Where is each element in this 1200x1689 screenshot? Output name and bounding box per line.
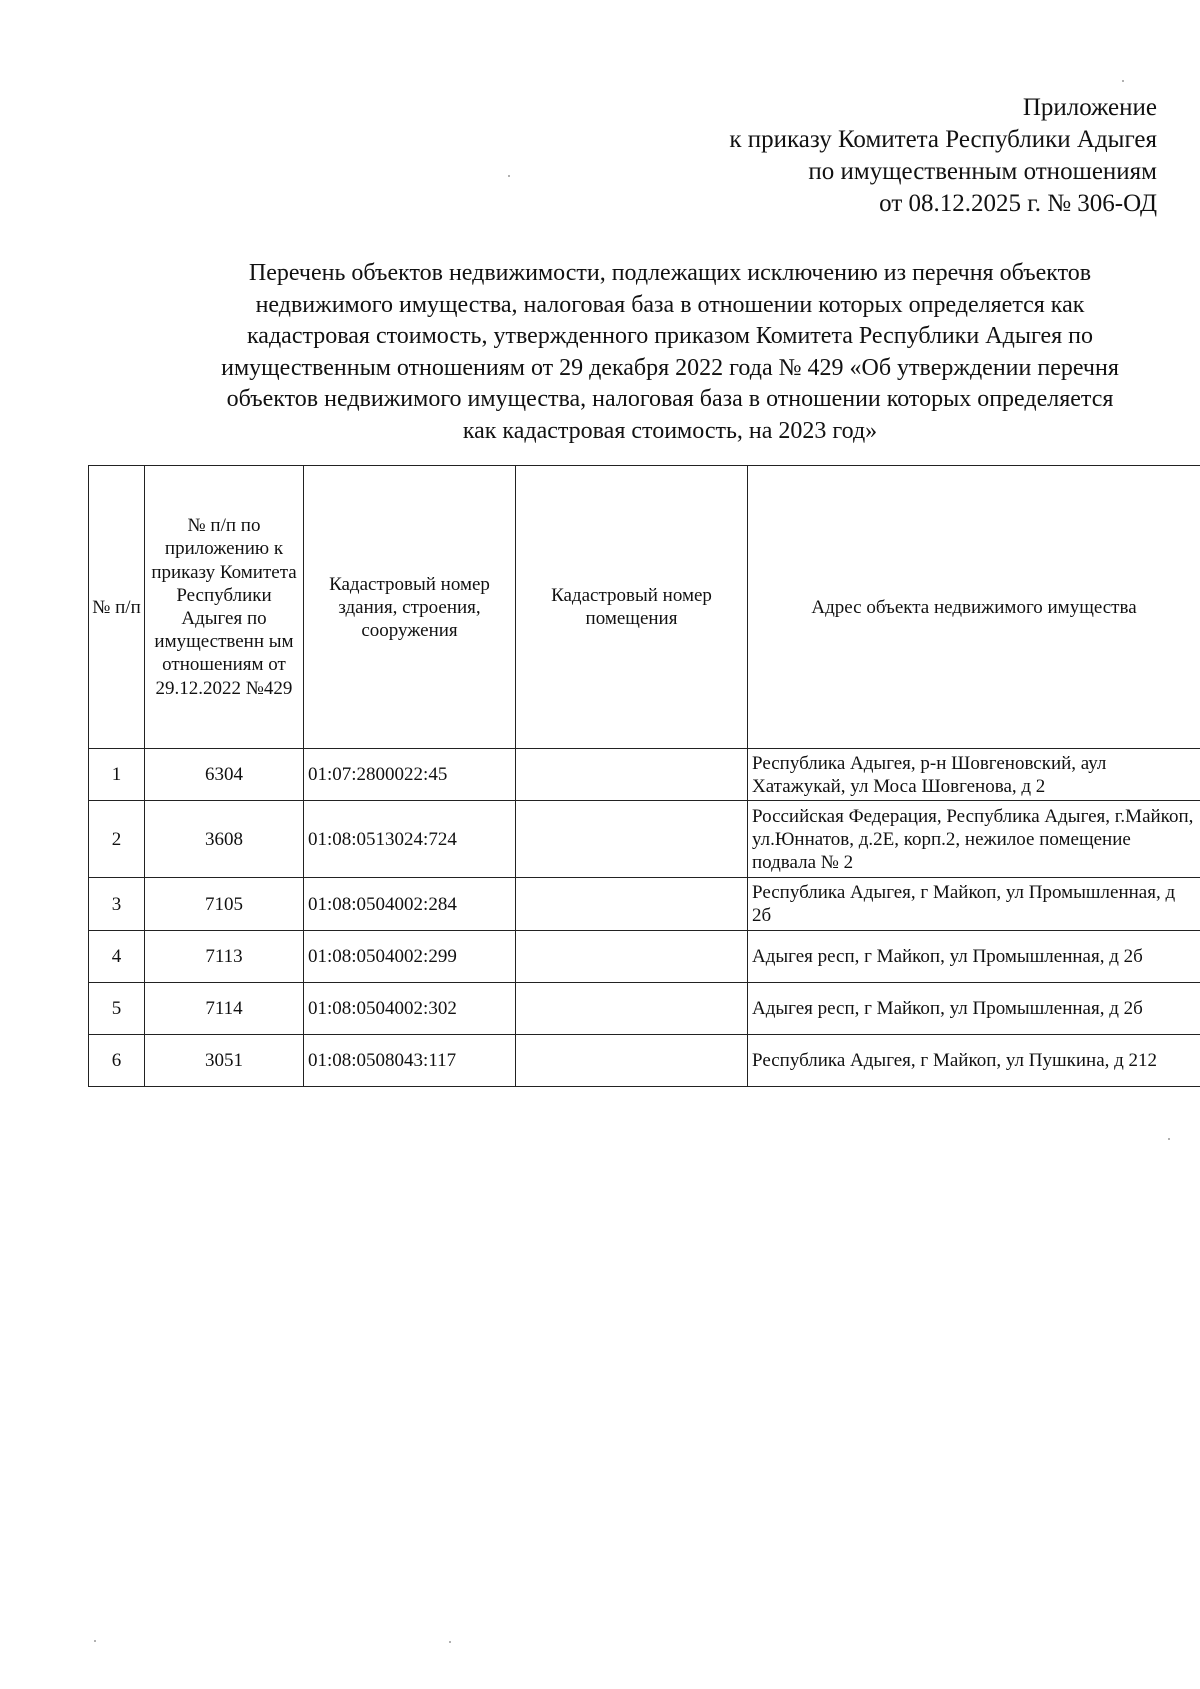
cell-appendix-num: 7113 xyxy=(145,931,304,983)
cell-num: 2 xyxy=(89,801,145,878)
cell-address: Республика Адыгея, г Майкоп, ул Промышленная, д 2б xyxy=(748,878,1200,931)
cell-num: 5 xyxy=(89,983,145,1035)
cell-appendix-num: 3608 xyxy=(145,801,304,878)
cell-address: Российская Федерация, Республика Адыгея, г.Майкоп, ул.Юннатов, д.2Е, корп.2, нежилое помещение подвала № 2 xyxy=(748,801,1200,878)
scan-speck xyxy=(508,175,510,177)
cell-premises-cadastral xyxy=(516,878,748,931)
header-appendix-num-text: № п/п по приложению к приказу Комитета Республики Адыгея по имущественн ым отношениям от 29.12.2022 №429 xyxy=(151,515,297,699)
cell-building-cadastral: 01:08:0504002:302 xyxy=(304,983,516,1035)
appendix-header xyxy=(729,92,1157,220)
document-title xyxy=(140,258,1200,447)
cell-appendix-num: 7114 xyxy=(145,983,304,1035)
cell-address: Адыгея респ, г Майкоп, ул Промышленная, д 2б xyxy=(748,931,1200,983)
table-row xyxy=(89,1035,1200,1087)
cell-appendix-num: 6304 xyxy=(145,749,304,801)
header-premises-cadastral: Кадастровый номер помещения xyxy=(516,466,748,749)
scan-speck xyxy=(1122,80,1124,82)
cell-premises-cadastral xyxy=(516,801,748,878)
header-building-cadastral: Кадастровый номер здания, строения, сооружения xyxy=(304,466,516,749)
appendix-line: Приложение xyxy=(1022,94,1157,121)
title-line: объектов недвижимого имущества, налоговая база в отношении которых определяется xyxy=(226,386,1114,412)
cell-appendix-num: 7105 xyxy=(145,878,304,931)
header-num: № п/п xyxy=(89,466,145,749)
cell-num: 3 xyxy=(89,878,145,931)
cell-address: Республика Адыгея, р-н Шовгеновский, аул Хатажукай, ул Моса Шовгенова, д 2 xyxy=(748,749,1200,801)
cell-premises-cadastral xyxy=(516,983,748,1035)
property-table xyxy=(88,465,1200,1087)
title-line: имущественным отношениям от 29 декабря 2022 года № 429 «Об утверждении перечня xyxy=(221,354,1119,381)
title-line: недвижимого имущества, налоговая база в отношении которых определяется как xyxy=(255,291,1085,318)
cell-premises-cadastral xyxy=(516,931,748,983)
appendix-line: к приказу Комитета Республики Адыгея xyxy=(729,126,1157,153)
table-row xyxy=(89,801,1200,878)
header-address: Адрес объекта недвижимого имущества xyxy=(748,466,1200,749)
cell-num: 1 xyxy=(89,749,145,801)
cell-building-cadastral: 01:08:0508043:117 xyxy=(304,1035,516,1087)
cell-num: 6 xyxy=(89,1035,145,1087)
cell-building-cadastral: 01:08:0513024:724 xyxy=(304,801,516,878)
title-line: как кадастровая стоимость, на 2023 год» xyxy=(462,417,878,444)
scan-speck xyxy=(1168,1138,1170,1140)
table-row xyxy=(89,931,1200,983)
cell-premises-cadastral xyxy=(516,749,748,801)
table-row xyxy=(89,749,1200,801)
cell-building-cadastral: 01:07:2800022:45 xyxy=(304,749,516,801)
title-line: кадастровая стоимость, утвержденного приказом Комитета Республики Адыгея по xyxy=(247,323,1093,349)
table-header-row xyxy=(89,466,1200,749)
appendix-line: по имущественным отношениям xyxy=(808,158,1157,185)
table-row xyxy=(89,878,1200,931)
cell-building-cadastral: 01:08:0504002:299 xyxy=(304,931,516,983)
cell-address: Республика Адыгея, г Майкоп, ул Пушкина, д 212 xyxy=(748,1035,1200,1087)
header-appendix-num xyxy=(145,466,304,749)
cell-appendix-num: 3051 xyxy=(145,1035,304,1087)
cell-address: Адыгея респ, г Майкоп, ул Промышленная, д 2б xyxy=(748,983,1200,1035)
scan-speck xyxy=(94,1640,96,1642)
cell-premises-cadastral xyxy=(516,1035,748,1087)
appendix-line: от 08.12.2025 г. № 306-ОД xyxy=(879,190,1157,217)
table-row xyxy=(89,983,1200,1035)
scan-speck xyxy=(449,1641,451,1643)
cell-num: 4 xyxy=(89,931,145,983)
title-line: Перечень объектов недвижимости, подлежащих исключению из перечня объектов xyxy=(248,260,1092,286)
cell-building-cadastral: 01:08:0504002:284 xyxy=(304,878,516,931)
